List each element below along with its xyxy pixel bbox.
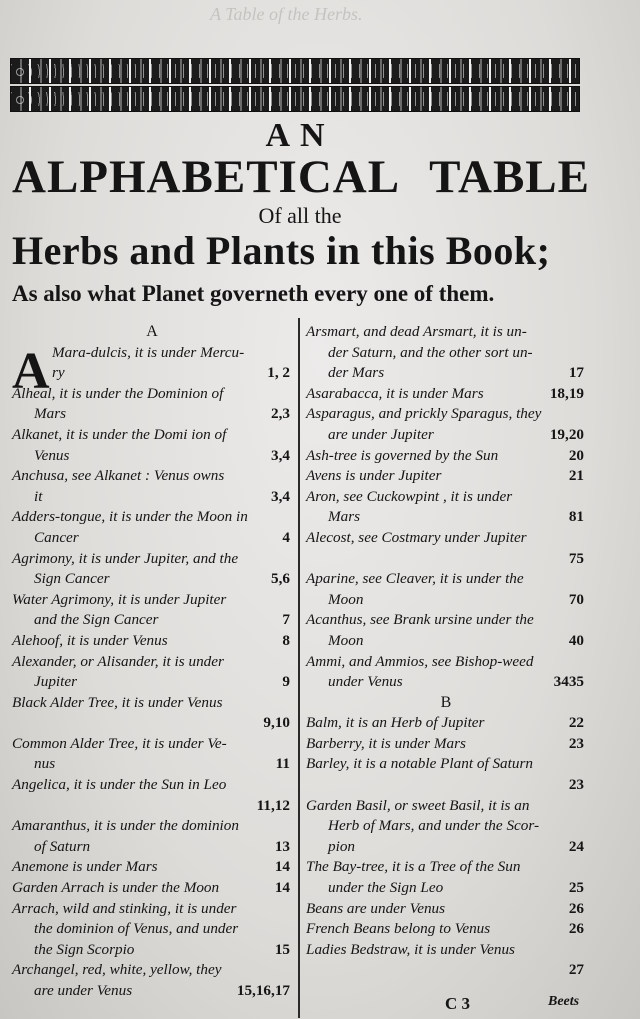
page-number: 26 (568, 920, 584, 938)
index-entry-line (12, 549, 292, 570)
index-entry-line (306, 672, 586, 693)
index-entry-line (12, 713, 292, 734)
page-number: 19,20 (549, 425, 584, 443)
entry-text: Arrach, wild and stinking, it is under (12, 899, 237, 917)
index-entry-line (306, 466, 586, 487)
entry-text: of Saturn (34, 837, 91, 855)
index-entry-line (12, 528, 292, 549)
index-entry-line (12, 919, 292, 940)
entry-text: Avens is under Jupiter (306, 467, 442, 485)
entry-text: Barley, it is a notable Plant of Saturn (306, 755, 533, 773)
index-entry-line (306, 404, 586, 425)
index-entry-line (306, 549, 586, 570)
page-number (584, 528, 586, 549)
page-number (584, 569, 586, 590)
index-entry-line (12, 837, 292, 858)
entry-text: Anemone is under Mars (12, 858, 158, 876)
index-entry-line (306, 343, 586, 364)
page-number (290, 919, 292, 940)
index-entry-line (306, 631, 586, 652)
page-number: 9,10 (263, 714, 290, 732)
index-entry-line (306, 754, 586, 775)
entry-text: Ash-tree is governed by the Sun (306, 446, 499, 464)
entry-text: Water Agrimony, it is under Jupiter (12, 590, 227, 608)
page-number: 15 (274, 940, 290, 958)
title-an: AN (265, 117, 335, 154)
section-letter: B (440, 693, 452, 711)
index-entry-line (306, 878, 586, 899)
page-number: 2,3 (271, 405, 290, 423)
index-entry-line (12, 981, 292, 1002)
index-entry-line (306, 837, 586, 858)
index-entry-line (12, 384, 292, 405)
index-entry-line (306, 590, 586, 611)
page-number (584, 404, 586, 425)
subtitle-planets: As also what Planet governeth every one of them. (12, 281, 495, 306)
entry-text: Amaranthus, it is under the dominion (12, 817, 239, 835)
page-number (584, 610, 586, 631)
entry-text: Adders-tongue, it is under the Moon in (12, 508, 248, 526)
index-column-right (306, 322, 586, 981)
ornamental-border-top (10, 58, 580, 84)
index-entry-line (12, 425, 292, 446)
entry-text: Asarabacca, it is under Mars (306, 384, 484, 402)
page-number (290, 384, 292, 405)
page-number: 81 (568, 508, 584, 526)
page-number: 22 (568, 714, 584, 732)
page-number (290, 425, 292, 446)
index-entry-line (12, 631, 292, 652)
entry-text: Alexander, or Alisander, it is under (12, 652, 224, 670)
entry-text: Barberry, it is under Mars (306, 734, 466, 752)
index-entry-line (12, 796, 292, 817)
page-number (584, 754, 586, 775)
page-number (584, 322, 586, 343)
entry-text: Asparagus, and prickly Sparagus, they (306, 405, 542, 423)
entry-text: Ladies Bedstraw, it is under Venus (306, 940, 515, 958)
entry-text: Anchusa, see Alkanet : Venus owns (12, 467, 225, 485)
page-number: 1, 2 (267, 364, 290, 382)
index-entry-line (12, 878, 292, 899)
entry-text: Angelica, it is under the Sun in Leo (12, 776, 227, 794)
entry-text: under the Sign Leo (328, 879, 444, 897)
page-number (584, 940, 586, 961)
page-number: 26 (568, 899, 584, 917)
index-entry-line (12, 343, 292, 364)
page-number: 9 (282, 673, 290, 691)
index-entry-line (306, 446, 586, 467)
index-entry-line (306, 960, 586, 981)
page-number: 3,4 (271, 487, 290, 505)
index-entry-line (12, 507, 292, 528)
page-number: 5,6 (271, 570, 290, 588)
page-number (290, 590, 292, 611)
page-number: 14 (274, 879, 290, 897)
entry-text: The Bay-tree, it is a Tree of the Sun (306, 858, 521, 876)
page-number: 20 (568, 446, 584, 464)
entry-text: the Sign Scorpio (34, 940, 135, 958)
title-word-table: TABLE (429, 151, 590, 203)
index-entry-line (306, 652, 586, 673)
page-number: 3,4 (271, 446, 290, 464)
index-entry-line (12, 960, 292, 981)
entry-text: Alehoof, it is under Venus (12, 631, 168, 649)
page-number (290, 343, 292, 364)
page-number: 3435 (553, 673, 584, 691)
index-entry-line (306, 507, 586, 528)
page-number: 70 (568, 590, 584, 608)
entry-text: the dominion of Venus, and under (34, 920, 239, 938)
index-entry-line (12, 487, 292, 508)
column-divider (298, 318, 300, 1018)
entry-text: Moon (328, 631, 364, 649)
page-number: 11 (275, 755, 290, 773)
page-number (290, 549, 292, 570)
entry-text: Moon (328, 590, 364, 608)
entry-text: Arsmart, and dead Arsmart, it is un- (306, 323, 527, 340)
page-number (584, 796, 586, 817)
page-number: 23 (568, 734, 584, 752)
page-number (584, 343, 586, 364)
entry-text: Balm, it is an Herb of Jupiter (306, 714, 485, 732)
index-entry-line (306, 610, 586, 631)
entry-text: Alkanet, it is under the Domi ion of (12, 425, 227, 443)
signature-mark: C 3 (445, 994, 471, 1013)
index-entry-line (12, 363, 292, 384)
page-number (290, 734, 292, 755)
index-entry-line (12, 672, 292, 693)
index-entry-line (306, 816, 586, 837)
index-entry-line (12, 466, 292, 487)
entry-text: Sign Cancer (34, 570, 110, 588)
title-word-alphabetical: ALPHABETICAL (12, 151, 401, 203)
index-entry-line (12, 754, 292, 775)
ornamental-border-bottom (10, 86, 580, 112)
index-entry-line (12, 816, 292, 837)
entry-text: Garden Basil, or sweet Basil, it is an (306, 796, 530, 814)
entry-text: Agrimony, it is under Jupiter, and the (12, 549, 239, 567)
entry-text: are under Jupiter (328, 425, 434, 443)
page-number: 7 (282, 611, 290, 629)
page-number (584, 487, 586, 508)
index-entry-line (12, 857, 292, 878)
entry-text: Alheal, it is under the Dominion of (12, 384, 224, 402)
index-entry-line (12, 404, 292, 425)
page-number (290, 960, 292, 981)
page-number (584, 816, 586, 837)
index-entry-line (306, 940, 586, 961)
page-number: 25 (568, 879, 584, 897)
entry-text: Acanthus, see Brank ursine under the (306, 611, 534, 629)
section-letter: A (146, 323, 158, 340)
page-number: 13 (274, 837, 290, 855)
page-number (290, 652, 292, 673)
entry-text: and the Sign Cancer (34, 611, 159, 629)
index-entry-line (306, 322, 586, 343)
index-entry-line (12, 899, 292, 920)
entry-text: Garden Arrach is under the Moon (12, 879, 220, 897)
entry-text: Beans are under Venus (306, 899, 446, 917)
index-entry-line (306, 569, 586, 590)
entry-text: under Venus (328, 673, 403, 691)
entry-text: Mars (328, 508, 361, 526)
page-number (584, 857, 586, 878)
index-entry-line (306, 713, 586, 734)
entry-text: Aron, see Cuckowpint , it is under (306, 487, 513, 505)
index-entry-line (306, 425, 586, 446)
index-entry-line (12, 734, 292, 755)
entry-text: der Saturn, and the other sort un- (328, 343, 533, 361)
page-number: 40 (568, 631, 584, 649)
index-entry-line (12, 940, 292, 961)
drop-cap: A (12, 343, 50, 400)
entry-text: pion (328, 837, 356, 855)
entry-text: Ammi, and Ammios, see Bishop-weed (306, 652, 534, 670)
page-number: 8 (282, 631, 290, 649)
entry-text: Aparine, see Cleaver, it is under the (306, 570, 524, 588)
index-entry-line (306, 734, 586, 755)
index-entry-line (306, 487, 586, 508)
page-title (12, 150, 590, 204)
entry-text: Archangel, red, white, yellow, they (12, 961, 222, 979)
index-entry-line (306, 363, 586, 384)
entry-text: French Beans belong to Venus (306, 920, 491, 938)
entry-text: Cancer (34, 528, 79, 546)
entry-text: Alecost, see Costmary under Jupiter (306, 528, 527, 546)
index-entry-line (12, 610, 292, 631)
page-number (290, 899, 292, 920)
page-number: 15,16,17 (236, 982, 290, 999)
page-number: 27 (568, 961, 584, 979)
index-entry-line (306, 796, 586, 817)
page-number: 4 (282, 528, 290, 546)
page-number: 14 (274, 858, 290, 876)
page-number: 21 (568, 467, 584, 485)
subtitle-herbs: Herbs and Plants in this Book; (12, 228, 551, 273)
index-entry-line (12, 590, 292, 611)
page-number (290, 775, 292, 796)
entry-text: ry (52, 364, 65, 382)
index-entry-line (12, 775, 292, 796)
page-number (290, 693, 292, 714)
entry-text: Common Alder Tree, it is under Ve- (12, 734, 227, 752)
bleed-through-text: A Table of the Herbs. (210, 4, 363, 24)
page-number (290, 466, 292, 487)
page-number: 23 (568, 776, 584, 794)
index-column-left (12, 322, 292, 1002)
entry-text: Mara-dulcis, it is under Mercu- (52, 343, 245, 361)
entry-text: der Mars (328, 364, 385, 382)
index-entry-line (12, 446, 292, 467)
subtitle-of-all: Of all the (258, 203, 342, 228)
page-number: 24 (568, 837, 584, 855)
index-entry-line (12, 693, 292, 714)
entry-text: Herb of Mars, and under the Scor- (328, 817, 540, 835)
entry-text: Jupiter (34, 673, 78, 691)
catchword: Beets (548, 994, 580, 1009)
page-number: 18,19 (549, 384, 584, 402)
index-entry-line (306, 857, 586, 878)
index-entry-line (306, 528, 586, 549)
index-entry-line (306, 775, 586, 796)
page-number: 11,12 (256, 796, 290, 814)
entry-text: Black Alder Tree, it is under Venus (12, 693, 223, 711)
index-entry-line (306, 384, 586, 405)
entry-text: are under Venus (34, 982, 133, 999)
index-entry-line (12, 652, 292, 673)
page-number: 17 (568, 364, 584, 382)
index-entry-line (12, 569, 292, 590)
entry-text: it (34, 487, 43, 505)
page-number (290, 816, 292, 837)
page-number (584, 652, 586, 673)
entry-text: nus (34, 755, 56, 773)
entry-text: Mars (34, 405, 67, 423)
page-number: 75 (568, 549, 584, 567)
index-entry-line (306, 919, 586, 940)
page-number (290, 507, 292, 528)
index-entry-line (306, 899, 586, 920)
entry-text: Venus (34, 446, 70, 464)
